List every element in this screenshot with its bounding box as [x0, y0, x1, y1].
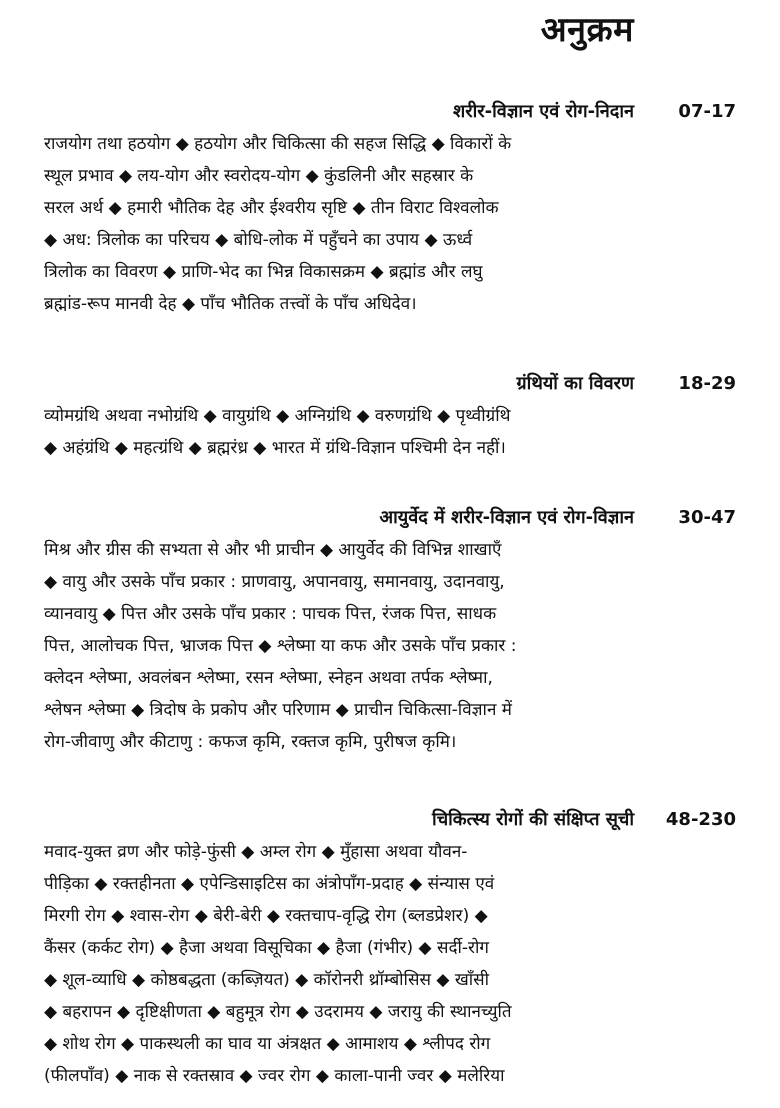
section-title: आयुर्वेद में शरीर-विज्ञान एवं रोग-विज्ञान — [379, 507, 634, 528]
body-line: ◆ बहरापन ◆ दृष्टिक्षीणता ◆ बहुमूत्र रोग ◆ उदरामय ◆ जरायु की स्थानच्युति — [44, 1002, 512, 1022]
section-heading — [0, 368, 780, 400]
body-line: व्यानवायु ◆ पित्त और उसके पाँच प्रकार : पाचक पित्त, रंजक पित्त, साधक — [44, 604, 497, 624]
section-page-range: 48-230 — [665, 809, 736, 830]
body-line: ◆ शोथ रोग ◆ पाकस्थली का घाव या अंत्रक्षत ◆ आमाशय ◆ श्लीपद रोग — [44, 1034, 491, 1054]
toc-section-3 — [0, 502, 780, 752]
body-line: ◆ अध: त्रिलोक का परिचय ◆ बोधि-लोक में पहुँचने का उपाय ◆ ऊर्ध्व — [44, 230, 473, 250]
body-line: ◆ शूल-व्याधि ◆ कोष्ठबद्धता (कब्ज़ियत) ◆ कॉरोनरी थ्रॉम्बोसिस ◆ खाँसी — [44, 970, 490, 990]
body-line: ◆ अहंग्रंथि ◆ महत्ग्रंथि ◆ ब्रह्मरंध्र ◆ भारत में ग्रंथि-विज्ञान पश्चिमी देन नहीं। — [44, 438, 506, 458]
section-body — [44, 836, 636, 1092]
body-line: पीड़िका ◆ रक्तहीनता ◆ एपेन्डिसाइटिस का अंत्रोपाँग-प्रदाह ◆ संन्यास एवं — [44, 874, 495, 894]
section-title: ग्रंथियों का विवरण — [516, 373, 634, 394]
toc-section-4 — [0, 804, 780, 1086]
body-line: राजयोग तथा हठयोग ◆ हठयोग और चिकित्सा की सहज सिद्धि ◆ विकारों के — [44, 134, 512, 154]
body-line: ◆ वायु और उसके पाँच प्रकार : प्राणवायु, अपानवायु, समानवायु, उदानवायु, — [44, 572, 505, 592]
section-page-range: 18-29 — [678, 373, 736, 394]
body-line: कैंसर (कर्कट रोग) ◆ हैजा अथवा विसूचिका ◆ हैजा (गंभीर) ◆ सर्दी-रोग — [44, 938, 489, 958]
body-line: पित्त, आलोचक पित्त, भ्राजक पित्त ◆ श्लेष्मा या कफ और उसके पाँच प्रकार : — [44, 636, 517, 656]
section-heading — [0, 804, 780, 836]
body-line: मवाद-युक्त व्रण और फोड़े-फुंसी ◆ अम्ल रोग ◆ मुँहासा अथवा यौवन- — [44, 842, 468, 862]
section-body — [44, 128, 636, 320]
toc-section-1 — [0, 96, 780, 314]
body-line: स्थूल प्रभाव ◆ लय-योग और स्वरोदय-योग ◆ कुंडलिनी और सहस्रार के — [44, 166, 474, 186]
body-line: (फीलपाँव) ◆ नाक से रक्तस्राव ◆ ज्वर रोग ◆ काला-पानी ज्वर ◆ मलेरिया — [44, 1066, 505, 1086]
body-line: सरल अर्थ ◆ हमारी भौतिक देह और ईश्वरीय सृष्टि ◆ तीन विराट विश्वलोक — [44, 198, 499, 218]
body-line: व्योमग्रंथि अथवा नभोग्रंथि ◆ वायुग्रंथि ◆ अग्निग्रंथि ◆ वरुणग्रंथि ◆ पृथ्वीग्रंथि — [44, 406, 511, 426]
body-line: क्लेदन श्लेष्मा, अवलंबन श्लेष्मा, रसन श्लेष्मा, स्नेहन अथवा तर्पक श्लेष्मा, — [44, 668, 493, 688]
section-page-range: 30-47 — [678, 507, 736, 528]
toc-section-2 — [0, 368, 780, 458]
page-title: अनुक्रम — [540, 10, 634, 50]
body-line: श्लेषन श्लेष्मा ◆ त्रिदोष के प्रकोप और परिणाम ◆ प्राचीन चिकित्सा-विज्ञान में — [44, 700, 512, 720]
body-line: ब्रह्मांड-रूप मानवी देह ◆ पाँच भौतिक तत्त्वों के पाँच अधिदेव। — [44, 294, 417, 314]
body-line: मिश्र और ग्रीस की सभ्यता से और भी प्राचीन ◆ आयुर्वेद की विभिन्न शाखाएँ — [44, 540, 502, 560]
section-title: शरीर-विज्ञान एवं रोग-निदान — [453, 101, 634, 122]
section-body — [44, 534, 636, 758]
body-line: रोग-जीवाणु और कीटाणु : कफज कृमि, रक्तज कृमि, पुरीषज कृमि। — [44, 732, 457, 752]
section-page-range: 07-17 — [678, 101, 736, 122]
section-body — [44, 400, 636, 464]
body-line: त्रिलोक का विवरण ◆ प्राणि-भेद का भिन्न विकासक्रम ◆ ब्रह्मांड और लघु — [44, 262, 483, 282]
section-heading — [0, 96, 780, 128]
section-heading — [0, 502, 780, 534]
section-title: चिकित्स्य रोगों की संक्षिप्त सूची — [432, 809, 634, 830]
body-line: मिरगी रोग ◆ श्वास-रोग ◆ बेरी-बेरी ◆ रक्तचाप-वृद्धि रोग (ब्लडप्रेशर) ◆ — [44, 906, 488, 926]
